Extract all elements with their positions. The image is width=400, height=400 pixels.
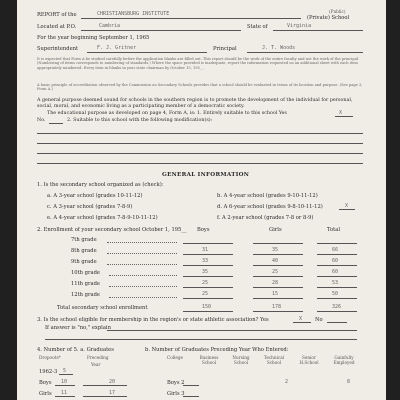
grad-preceding: 17 bbox=[109, 390, 116, 396]
located-at-label: Located at P.O. bbox=[37, 24, 77, 30]
col-college: College bbox=[167, 355, 184, 360]
private-school-label: (Private) School bbox=[307, 15, 350, 21]
grad-employed: 8 bbox=[347, 379, 351, 385]
q3-no-label: No bbox=[315, 317, 323, 323]
located-at-value: Cambria bbox=[99, 23, 121, 29]
purpose-question: The educational purpose as developed on page 4, Form A, is: 1. Entirely suitable to this school Yes bbox=[47, 111, 287, 116]
enroll-girls: 40 bbox=[272, 258, 279, 264]
total-all: 326 bbox=[332, 304, 342, 310]
q2-header-total: Total bbox=[327, 227, 341, 233]
q4-label-a: 4. Number of 5. a. Graduates bbox=[37, 347, 114, 353]
report-page bbox=[17, 0, 386, 400]
enroll-boys: 33 bbox=[202, 258, 209, 264]
col-employed: Gainfully Employed bbox=[333, 355, 355, 365]
q1-option-d: d. A 6-year school (grades 9-8-10-11-12) bbox=[217, 204, 323, 210]
enroll-total: 60 bbox=[332, 269, 339, 275]
q1-option-f: f. A 2-year school (grades 7-8 or 8-9) bbox=[217, 215, 314, 221]
q4-label-b: b. Number of Graduates Preceding Year Who Entered: bbox=[145, 347, 289, 353]
col-preceding: Preceding bbox=[87, 355, 109, 360]
col-senior: Senior H.School bbox=[299, 355, 319, 365]
col-technical: Technical School bbox=[263, 355, 285, 365]
q1-label: 1. Is the secondary school organized as (check): bbox=[37, 182, 164, 188]
public-label: (Public) bbox=[329, 9, 346, 14]
q2-label: 2. Enrollment of your secondary school October 1, 195__ bbox=[37, 227, 187, 233]
table-row-grade: 7th grade bbox=[71, 237, 97, 243]
general-information-title: GENERAL INFORMATION bbox=[162, 172, 250, 178]
q1-option-a: a. A 3-year school (grades 10-11-12) bbox=[47, 193, 143, 199]
enroll-total: 50 bbox=[332, 291, 339, 297]
grad-technical: 2 bbox=[285, 379, 289, 385]
superintendent-label: Superintendent bbox=[37, 46, 79, 52]
principal-label: Principal bbox=[213, 46, 237, 52]
purpose-option-2: 2. Suitable to this school with the following modification(s): bbox=[67, 118, 213, 123]
year-label: For the year beginning September 1, 1965 bbox=[37, 35, 150, 41]
q1-option-d-mark: X bbox=[345, 203, 349, 209]
total-girls: 178 bbox=[272, 304, 282, 310]
grad-college: Girls 3 bbox=[167, 391, 185, 397]
grad-row-label: Girls bbox=[39, 391, 52, 397]
q3-yes-mark: X bbox=[299, 316, 303, 322]
q2-header-boys: Boys bbox=[197, 227, 210, 233]
principal-value: J. T. Woods bbox=[262, 45, 296, 51]
table-row-grade: 9th grade bbox=[71, 259, 97, 265]
grad-row-label: Boys bbox=[39, 380, 52, 386]
principle-note: A basic principle of accreditation observed by the Commission on Secondary Schools provides that a school should be evaluated in terms of its location and purpose. (See page 3, Form A.) bbox=[37, 83, 363, 92]
q2-header-girls: Girls bbox=[269, 227, 282, 233]
col-year: Year bbox=[91, 362, 101, 367]
table-row-grade: 11th grade bbox=[71, 281, 100, 287]
state-label: State of bbox=[247, 24, 268, 30]
enroll-girls: 25 bbox=[272, 269, 279, 275]
grad-row-label: 1962-3 bbox=[39, 369, 58, 375]
instructions-text: It is expected that Form A be studied carefully before the application blanks are filled out. This report should be the work of the entire faculty and not the work of the principal. (Numbering of items corresponds to numbering of standards.) Where the space provided is inadequate, report the information requested on an additional sheet with each item appropriately numbered. Every item in blanks in your state chairman by October 15, 195__. bbox=[37, 57, 360, 70]
purpose-no-label: No. bbox=[37, 118, 46, 123]
enroll-girls: 35 bbox=[272, 247, 279, 253]
school-name: CHRISTIANSBURG INSTITUTE bbox=[97, 11, 170, 17]
grad-dropouts: 11 bbox=[61, 390, 68, 396]
enroll-total: 66 bbox=[332, 247, 339, 253]
enroll-boys: 31 bbox=[202, 247, 209, 253]
enroll-total: 60 bbox=[332, 258, 339, 264]
q1-option-b: b. A 4-year school (grades 9-10-11-12) bbox=[217, 193, 318, 199]
enroll-girls: 15 bbox=[272, 291, 279, 297]
enroll-boys: 25 bbox=[202, 291, 209, 297]
enroll-total: 53 bbox=[332, 280, 339, 286]
enroll-boys: 25 bbox=[202, 280, 209, 286]
total-enrollment-label: Total secondary school enrollment bbox=[57, 305, 148, 311]
col-business: Business School bbox=[199, 355, 219, 365]
grad-preceding: 20 bbox=[109, 379, 116, 385]
purpose-yes-mark: X bbox=[339, 110, 343, 116]
total-boys: 150 bbox=[202, 304, 212, 310]
table-row-grade: 10th grade bbox=[71, 270, 100, 276]
superintendent-value: F. J. Gritner bbox=[97, 45, 137, 51]
table-row-grade: 8th grade bbox=[71, 248, 97, 254]
report-of-label: REPORT of the bbox=[37, 12, 77, 18]
q1-option-c: c. A 3-year school (grades 7-8-9) bbox=[47, 204, 133, 210]
q3-label: 3. Is the school eligible for membership in the region's or state athletic association? Yes bbox=[37, 317, 269, 323]
grad-dropouts: 10 bbox=[61, 379, 68, 385]
table-row-grade: 12th grade bbox=[71, 292, 100, 298]
col-dropouts: Dropouts* bbox=[39, 355, 61, 360]
col-nursing: Nursing School bbox=[232, 355, 250, 365]
enroll-girls: 28 bbox=[272, 280, 279, 286]
q3-sub: If answer is "no," explain bbox=[45, 325, 111, 331]
enroll-boys: 35 bbox=[202, 269, 209, 275]
q1-option-e: e. A 4-year school (grades 7-8-9-10-11-12) bbox=[47, 215, 158, 221]
purpose-paragraph: A general purpose deemed sound for schools in the southern region is to promote the development of the individual for personal, social, moral, and economic living as a participating member of a democratic society. bbox=[37, 98, 353, 109]
grad-dropouts: 5 bbox=[63, 368, 67, 374]
state-value: Virginia bbox=[287, 23, 312, 29]
grad-college: Boys 2 bbox=[167, 380, 185, 386]
